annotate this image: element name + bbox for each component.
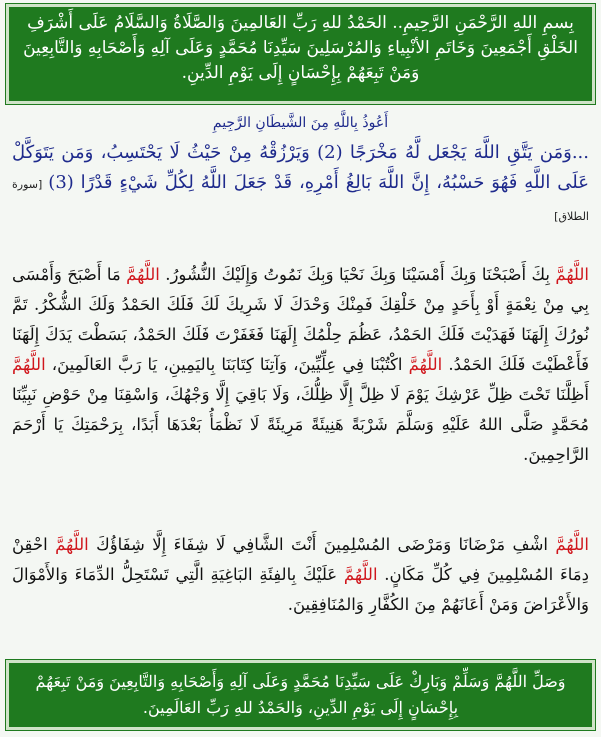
opening-banner-text: بِسمِ اللهِ الرَّحْمَنِ الرَّحِيمِ.. الحَمْدُ للهِ رَبِّ العَالمِينَ وَالصَّلَاةُ وَالسَّلَامُ عَلَى أَشْرَفِ الخَلْقِ أَجْمَعِينَ وَخَاتَمِ الأنْبِياءِ وَالمُرْسَلِينَ سَيِّدِنَا مُحَمَّدٍ وَعَلَى آلِهِ وَأَصْحَابِهِ وَالتَّابِعِينَ وَمَنْ تَبِعَهُمْ بِإِحْسَانٍ إِلَى يَوْمِ الدِّينِ. [23,13,578,83]
opening-banner [6,4,595,104]
supplication-text: أَظِلَّنَا تَحْتَ ظِلِّ عَرْشِكَ يَوْمَ لَا ظِلَّ إِلَّا ظِلُّكَ، وَلَا بَاقِيَ إِلَّا وَجْهُكَ، وَاسْقِنَا مِنْ حَوْضِ نَبِيِّنَا مُحَمَّدٍ صَلَّى اللهُ عَلَيْهِ وَسَلَّمَ شَرْبَةً هَنِيئَةً مَرِيئَةً لَا نَظْمَأُ بَعْدَهَا أَبَدًا، بِرَحْمَتِكَ يَا أَرْحَمَ الرَّاحِمِينَ. [12,385,589,464]
closing-banner [6,660,595,730]
surah-reference: [سورة الطلاق] [12,178,589,223]
quran-verse-text: ...وَمَن يَتَّقِ اللَّهَ يَجْعَل لَّهُ مَخْرَجًا (2) وَيَرْزُقْهُ مِنْ حَيْثُ لَا يَحْتَسِبُ، وَمَن يَتَوَكَّلْ عَلَى اللَّهِ فَهُوَ حَسْبُهُ، إِنَّ اللَّهَ بَالِغُ أَمْرِهِ، قَدْ جَعَلَ اللَّهُ لِكُلِّ شَيْءٍ قَدْرًا (3) [12,142,590,193]
allahumma-word: اللَّهُمَّ [126,265,160,284]
supplication-paragraph-2 [12,530,589,620]
allahumma-word: اللَّهُمَّ [55,535,89,554]
allahumma-word: اللَّهُمَّ [555,535,590,554]
allahumma-word: اللَّهُمَّ [343,565,378,584]
taawudh-line: أَعُوذُ بِاللَّهِ مِنَ الشَّيطَانِ الرَّجِيمِ [212,115,389,131]
allahumma-word: اللَّهُمَّ [555,265,590,284]
supplication-text: مَا أَصْبَحَ وَأَمْسَى بِي مِنْ نِعْمَةٍ أَوْ بِأَحَدٍ مِنْ خَلْقِكَ فَمِنْكَ وَحْدَكَ لَا شَرِيكَ لَكَ فَلَكَ الحَمْدُ وَلَكَ الشُّكْرُ. تَمَّ نُورُكَ إِلَهَنَا فَهَدَيْتَ فَلَكَ الحَمْدُ، عَظُمَ حِلْمُكَ إِلَهَنَا فَغَفَرْتَ فَلَكَ الحَمْدُ، بَسَطْتَ يَدَكَ إِلَهَنَا فَأَعْطَيْتَ فَلَكَ الحَمْدُ. [12,265,589,374]
quran-verse [12,138,589,232]
quran-section [12,112,589,232]
supplication-text: بِكَ أَصْبَحْنَا وَبِكَ أَمْسَيْنَا وَبِكَ نَحْيَا وَبِكَ نَمُوتُ وَإِلَيْكَ النُّشُورُ. [159,265,556,284]
closing-banner-text: وَصَلِّ اللَّهُمَّ وَسَلِّمْ وَبَارِكْ عَلَى سَيِّدِنَا مُحَمَّدٍ وَعَلَى آلِهِ وَأَصْحَابِهِ وَالتَّابِعِينَ وَمَنْ تَبِعَهُمْ بِإِحْسَانٍ إِلَى يَوْمِ الدِّينِ، وَالحَمْدُ للهِ رَبِّ العَالَمِينَ. [35,672,566,717]
allahumma-word: اللَّهُمَّ [408,355,443,374]
supplication-text: عَلَيْكَ بِالفِئَةِ البَاغِيَةِ الَّتِي تَسْتَحِلُّ الدِّمَاءَ وَالأَمْوَالَ وَالأَعْرَاضَ وَمَنْ أَعَانَهُمْ مِنَ الكُفَّارِ وَالمُنَافِقِينَ. [12,565,589,614]
supplication-text: احْقِنْ دِمَاءَ المُسْلِمِينَ فِي كُلِّ مَكَانٍ. [12,535,589,584]
supplication-text: اكْتُبْنَا فِي عِلِّيِّينَ، وَآتِنَا كِتَابَنَا بِاليَمِينِ، يَا رَبَّ العَالَمِينَ، [45,355,409,374]
allahumma-word: اللَّهُمَّ [12,355,46,374]
supplication-text: اشْفِ مَرْضَانَا وَمَرْضَى المُسْلِمِينَ أَنْتَ الشَّافِي لَا شِفَاءَ إِلَّا شِفَاؤُكَ [88,535,556,554]
supplication-paragraph-1 [12,260,589,470]
